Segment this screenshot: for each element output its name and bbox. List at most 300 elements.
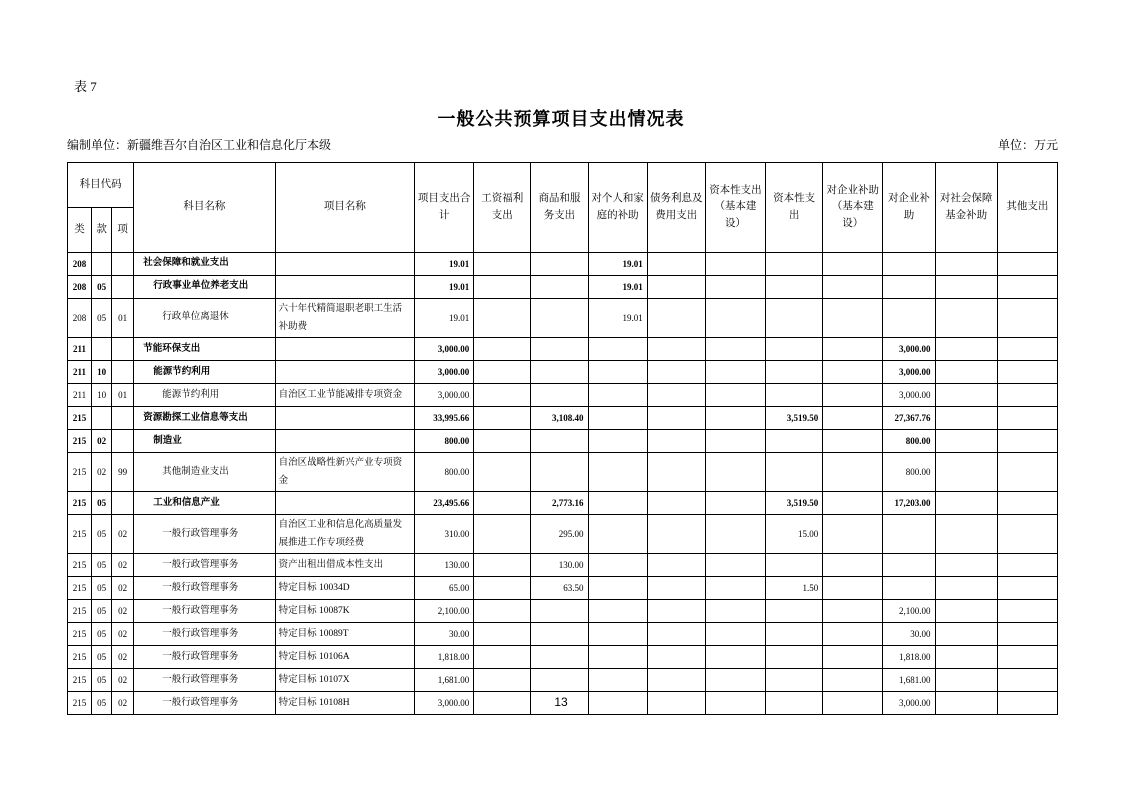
amount-cell: 1,818.00 — [415, 646, 474, 669]
amount-cell: 3,000.00 — [415, 692, 474, 715]
project-name-cell: 特定目标 10089T — [275, 623, 414, 646]
table-row — [68, 669, 1058, 692]
amount-cell: 310.00 — [415, 515, 474, 554]
subject-name-cell: 能源节约利用 — [134, 384, 275, 407]
code-cell: 05 — [92, 577, 112, 600]
amount-cell — [766, 253, 823, 276]
amount-cell — [588, 646, 647, 669]
amount-cell: 65.00 — [415, 577, 474, 600]
code-cell: 208 — [68, 299, 92, 338]
amount-cell — [705, 407, 765, 430]
project-name-cell: 特定目标 10034D — [275, 577, 414, 600]
header-code-kuan: 款 — [92, 208, 112, 253]
amount-cell — [705, 600, 765, 623]
subject-name-cell: 行政事业单位养老支出 — [134, 276, 275, 299]
amount-cell: 3,000.00 — [883, 384, 935, 407]
subject-name-cell: 一般行政管理事务 — [134, 515, 275, 554]
amount-cell — [997, 338, 1057, 361]
amount-cell — [588, 361, 647, 384]
amount-cell — [823, 554, 883, 577]
amount-cell: 19.01 — [415, 276, 474, 299]
amount-cell — [997, 554, 1057, 577]
amount-cell — [474, 515, 531, 554]
amount-cell — [766, 299, 823, 338]
project-name-cell — [275, 407, 414, 430]
amount-cell — [588, 577, 647, 600]
amount-cell — [474, 646, 531, 669]
header-code-group: 科目代码 — [68, 163, 134, 208]
amount-cell: 19.01 — [588, 276, 647, 299]
amount-cell — [531, 338, 588, 361]
amount-cell — [935, 453, 997, 492]
code-cell: 02 — [112, 692, 134, 715]
code-cell: 215 — [68, 692, 92, 715]
amount-cell: 17,203.00 — [883, 492, 935, 515]
subject-name-cell: 工业和信息产业 — [134, 492, 275, 515]
amount-cell — [647, 407, 705, 430]
amount-cell — [997, 623, 1057, 646]
amount-cell — [705, 430, 765, 453]
subject-name-cell: 社会保障和就业支出 — [134, 253, 275, 276]
code-cell — [112, 338, 134, 361]
header-code-xiang: 项 — [112, 208, 134, 253]
amount-cell: 800.00 — [883, 453, 935, 492]
amount-cell: 800.00 — [415, 430, 474, 453]
header-wage-welfare: 工资福利支出 — [474, 163, 531, 253]
table-row — [68, 515, 1058, 554]
amount-cell: 1,681.00 — [415, 669, 474, 692]
amount-cell — [647, 577, 705, 600]
code-cell: 215 — [68, 646, 92, 669]
code-cell: 05 — [92, 600, 112, 623]
amount-cell: 130.00 — [531, 554, 588, 577]
amount-cell — [647, 554, 705, 577]
amount-cell — [705, 515, 765, 554]
amount-cell — [823, 492, 883, 515]
amount-cell — [588, 384, 647, 407]
amount-cell — [588, 623, 647, 646]
amount-cell — [647, 276, 705, 299]
amount-cell — [474, 623, 531, 646]
amount-cell — [766, 623, 823, 646]
amount-cell — [935, 492, 997, 515]
project-name-cell: 资产出租出借成本性支出 — [275, 554, 414, 577]
project-name-cell: 自治区工业节能减排专项资金 — [275, 384, 414, 407]
amount-cell — [935, 299, 997, 338]
amount-cell — [474, 384, 531, 407]
amount-cell — [997, 646, 1057, 669]
amount-cell — [531, 430, 588, 453]
amount-cell — [588, 453, 647, 492]
subject-name-cell: 一般行政管理事务 — [134, 692, 275, 715]
amount-cell — [823, 384, 883, 407]
table-row — [68, 646, 1058, 669]
amount-cell: 3,000.00 — [883, 692, 935, 715]
amount-cell — [823, 253, 883, 276]
amount-cell — [647, 669, 705, 692]
amount-cell — [766, 430, 823, 453]
amount-cell: 27,367.76 — [883, 407, 935, 430]
code-cell: 02 — [112, 515, 134, 554]
code-cell: 211 — [68, 361, 92, 384]
amount-cell — [647, 430, 705, 453]
amount-cell — [823, 299, 883, 338]
amount-cell: 19.01 — [415, 299, 474, 338]
project-name-cell — [275, 338, 414, 361]
amount-cell — [766, 384, 823, 407]
amount-cell — [766, 276, 823, 299]
amount-cell — [766, 600, 823, 623]
amount-cell — [935, 407, 997, 430]
amount-cell — [474, 577, 531, 600]
amount-cell — [474, 600, 531, 623]
amount-cell — [531, 384, 588, 407]
amount-cell — [766, 338, 823, 361]
amount-cell: 2,100.00 — [883, 600, 935, 623]
amount-cell — [823, 453, 883, 492]
table-label: 表 7 — [74, 79, 97, 94]
amount-cell — [935, 361, 997, 384]
amount-cell: 3,108.40 — [531, 407, 588, 430]
code-cell: 208 — [68, 253, 92, 276]
project-name-cell — [275, 492, 414, 515]
subject-name-cell: 资源勘探工业信息等支出 — [134, 407, 275, 430]
table-row — [68, 338, 1058, 361]
amount-cell: 19.01 — [588, 299, 647, 338]
code-cell: 215 — [68, 623, 92, 646]
subject-name-cell: 制造业 — [134, 430, 275, 453]
header-enterprise-subsidy: 对企业补助 — [883, 163, 935, 253]
code-cell: 215 — [68, 600, 92, 623]
amount-cell — [705, 669, 765, 692]
code-cell: 211 — [68, 338, 92, 361]
table-row — [68, 384, 1058, 407]
amount-cell: 3,519.50 — [766, 407, 823, 430]
amount-cell: 3,519.50 — [766, 492, 823, 515]
amount-cell — [588, 554, 647, 577]
header-debt-interest: 债务利息及费用支出 — [647, 163, 705, 253]
amount-cell — [474, 299, 531, 338]
table-row — [68, 492, 1058, 515]
amount-cell — [883, 515, 935, 554]
amount-cell — [935, 430, 997, 453]
amount-cell — [997, 669, 1057, 692]
code-cell: 01 — [112, 384, 134, 407]
amount-cell: 33,995.66 — [415, 407, 474, 430]
amount-cell — [823, 623, 883, 646]
amount-cell — [705, 554, 765, 577]
amount-cell — [647, 453, 705, 492]
amount-cell — [647, 492, 705, 515]
amount-cell — [705, 623, 765, 646]
amount-cell — [705, 453, 765, 492]
amount-cell — [474, 554, 531, 577]
amount-cell — [705, 361, 765, 384]
code-cell: 10 — [92, 384, 112, 407]
amount-cell — [705, 299, 765, 338]
project-name-cell — [275, 253, 414, 276]
amount-cell — [705, 492, 765, 515]
amount-cell — [823, 276, 883, 299]
code-cell: 05 — [92, 299, 112, 338]
header-social-security-fund-subsidy: 对社会保障基金补助 — [935, 163, 997, 253]
amount-cell: 2,100.00 — [415, 600, 474, 623]
amount-cell: 3,000.00 — [415, 338, 474, 361]
code-cell — [112, 430, 134, 453]
amount-cell — [935, 577, 997, 600]
amount-cell: 3,000.00 — [415, 361, 474, 384]
code-cell: 215 — [68, 554, 92, 577]
amount-cell — [766, 669, 823, 692]
code-cell: 02 — [112, 669, 134, 692]
code-cell: 99 — [112, 453, 134, 492]
subject-name-cell: 一般行政管理事务 — [134, 623, 275, 646]
amount-cell — [823, 430, 883, 453]
amount-cell — [997, 384, 1057, 407]
amount-cell — [531, 253, 588, 276]
amount-cell — [935, 338, 997, 361]
subject-name-cell: 一般行政管理事务 — [134, 600, 275, 623]
table-row — [68, 600, 1058, 623]
amount-cell — [474, 253, 531, 276]
header-code-lei: 类 — [68, 208, 92, 253]
meta-row — [67, 136, 1058, 153]
amount-cell — [588, 515, 647, 554]
project-name-cell: 特定目标 10087K — [275, 600, 414, 623]
code-cell: 02 — [112, 623, 134, 646]
amount-cell — [531, 600, 588, 623]
amount-cell — [883, 554, 935, 577]
code-cell: 215 — [68, 453, 92, 492]
amount-cell: 3,000.00 — [883, 338, 935, 361]
table-row — [68, 453, 1058, 492]
amount-cell: 15.00 — [766, 515, 823, 554]
code-cell: 05 — [92, 623, 112, 646]
code-cell — [112, 492, 134, 515]
amount-cell — [588, 430, 647, 453]
code-cell: 05 — [92, 646, 112, 669]
prepared-by-label: 编制单位：新疆维吾尔自治区工业和信息化厅本级 — [67, 138, 332, 152]
code-cell: 215 — [68, 515, 92, 554]
amount-cell — [531, 623, 588, 646]
page-number: 13 — [554, 695, 568, 709]
code-cell: 02 — [92, 430, 112, 453]
amount-cell — [531, 669, 588, 692]
amount-cell — [531, 276, 588, 299]
amount-cell — [935, 623, 997, 646]
amount-cell: 800.00 — [415, 453, 474, 492]
code-cell — [112, 276, 134, 299]
amount-cell: 3,000.00 — [883, 361, 935, 384]
amount-cell — [883, 276, 935, 299]
table-row — [68, 407, 1058, 430]
code-cell: 05 — [92, 276, 112, 299]
amount-cell: 1,818.00 — [883, 646, 935, 669]
amount-cell — [997, 577, 1057, 600]
amount-cell — [474, 430, 531, 453]
code-cell: 208 — [68, 276, 92, 299]
code-cell: 05 — [92, 515, 112, 554]
code-cell: 215 — [68, 577, 92, 600]
subject-name-cell: 一般行政管理事务 — [134, 577, 275, 600]
amount-cell — [705, 338, 765, 361]
table-row — [68, 577, 1058, 600]
table-row — [68, 430, 1058, 453]
project-name-cell — [275, 430, 414, 453]
amount-cell — [997, 492, 1057, 515]
amount-cell: 1,681.00 — [883, 669, 935, 692]
code-cell: 215 — [68, 492, 92, 515]
header-capital: 资本性支出 — [766, 163, 823, 253]
amount-cell — [531, 646, 588, 669]
amount-cell — [823, 407, 883, 430]
code-cell — [112, 361, 134, 384]
amount-cell — [997, 276, 1057, 299]
amount-cell — [997, 253, 1057, 276]
code-cell: 02 — [112, 577, 134, 600]
header-subject-name: 科目名称 — [134, 163, 275, 253]
amount-cell — [647, 384, 705, 407]
code-cell: 211 — [68, 384, 92, 407]
code-cell: 02 — [112, 600, 134, 623]
amount-cell — [823, 669, 883, 692]
amount-cell — [647, 299, 705, 338]
amount-cell — [823, 646, 883, 669]
subject-name-cell: 其他制造业支出 — [134, 453, 275, 492]
amount-cell — [823, 577, 883, 600]
amount-cell: 63.50 — [531, 577, 588, 600]
amount-cell: 30.00 — [883, 623, 935, 646]
header-capital-basic-construction: 资本性支出（基本建设） — [705, 163, 765, 253]
code-cell — [92, 407, 112, 430]
amount-cell — [705, 384, 765, 407]
amount-cell: 1.50 — [766, 577, 823, 600]
code-cell: 05 — [92, 492, 112, 515]
header-project-name: 项目名称 — [275, 163, 414, 253]
header-goods-services: 商品和服务支出 — [531, 163, 588, 253]
project-name-cell: 特定目标 10106A — [275, 646, 414, 669]
subject-name-cell: 一般行政管理事务 — [134, 646, 275, 669]
project-name-cell: 自治区工业和信息化高质量发展推进工作专项经费 — [275, 515, 414, 554]
amount-cell — [935, 515, 997, 554]
code-cell: 02 — [92, 453, 112, 492]
code-cell: 215 — [68, 669, 92, 692]
code-cell — [112, 253, 134, 276]
header-total: 项目支出合计 — [415, 163, 474, 253]
page-title: 一般公共预算项目支出情况表 — [437, 109, 685, 129]
amount-cell — [647, 338, 705, 361]
amount-cell: 3,000.00 — [415, 384, 474, 407]
code-cell: 05 — [92, 692, 112, 715]
amount-cell — [588, 407, 647, 430]
project-name-cell — [275, 361, 414, 384]
amount-cell — [823, 515, 883, 554]
amount-cell — [997, 430, 1057, 453]
amount-cell — [705, 646, 765, 669]
amount-cell — [474, 361, 531, 384]
amount-cell: 19.01 — [415, 253, 474, 276]
amount-cell: 23,495.66 — [415, 492, 474, 515]
project-name-cell: 自治区战略性新兴产业专项资金 — [275, 453, 414, 492]
amount-cell — [647, 646, 705, 669]
amount-cell — [588, 338, 647, 361]
header-enterprise-subsidy-basic: 对企业补助（基本建设） — [823, 163, 883, 253]
code-cell — [112, 407, 134, 430]
table-row — [68, 554, 1058, 577]
header-other-expenditure: 其他支出 — [997, 163, 1057, 253]
amount-cell — [474, 669, 531, 692]
amount-cell: 30.00 — [415, 623, 474, 646]
amount-cell — [935, 554, 997, 577]
table-row — [68, 361, 1058, 384]
amount-cell — [883, 299, 935, 338]
code-cell: 215 — [68, 430, 92, 453]
amount-cell: 800.00 — [883, 430, 935, 453]
amount-cell — [588, 492, 647, 515]
amount-cell — [647, 623, 705, 646]
amount-cell — [647, 253, 705, 276]
code-cell — [92, 338, 112, 361]
amount-cell — [935, 669, 997, 692]
amount-cell — [474, 338, 531, 361]
table-row — [68, 276, 1058, 299]
amount-cell — [474, 492, 531, 515]
amount-cell — [935, 600, 997, 623]
amount-cell — [997, 361, 1057, 384]
table-row — [68, 299, 1058, 338]
amount-cell — [588, 669, 647, 692]
subject-name-cell: 节能环保支出 — [134, 338, 275, 361]
amount-cell — [935, 276, 997, 299]
project-name-cell — [275, 276, 414, 299]
subject-name-cell: 行政单位离退休 — [134, 299, 275, 338]
amount-cell — [647, 600, 705, 623]
amount-cell — [935, 646, 997, 669]
amount-cell — [997, 600, 1057, 623]
amount-cell — [766, 361, 823, 384]
subject-name-cell: 一般行政管理事务 — [134, 669, 275, 692]
amount-cell: 2,773.16 — [531, 492, 588, 515]
subject-name-cell: 一般行政管理事务 — [134, 554, 275, 577]
amount-cell — [823, 361, 883, 384]
project-name-cell: 特定目标 10108H — [275, 692, 414, 715]
project-name-cell: 特定目标 10107X — [275, 669, 414, 692]
code-cell: 01 — [112, 299, 134, 338]
amount-cell — [647, 515, 705, 554]
amount-cell — [766, 646, 823, 669]
subject-name-cell: 能源节约利用 — [134, 361, 275, 384]
code-cell: 10 — [92, 361, 112, 384]
amount-cell — [474, 453, 531, 492]
amount-cell — [531, 361, 588, 384]
table-row — [68, 623, 1058, 646]
table-row — [68, 253, 1058, 276]
amount-cell — [823, 338, 883, 361]
amount-cell — [935, 253, 997, 276]
code-cell: 215 — [68, 407, 92, 430]
amount-cell: 295.00 — [531, 515, 588, 554]
amount-cell: 19.01 — [588, 253, 647, 276]
amount-cell — [935, 384, 997, 407]
code-cell — [92, 253, 112, 276]
project-name-cell: 六十年代精简退职老职工生活补助费 — [275, 299, 414, 338]
amount-cell — [766, 554, 823, 577]
amount-cell — [531, 299, 588, 338]
table-body — [68, 253, 1058, 715]
code-cell: 05 — [92, 554, 112, 577]
amount-cell — [883, 577, 935, 600]
amount-cell — [997, 453, 1057, 492]
